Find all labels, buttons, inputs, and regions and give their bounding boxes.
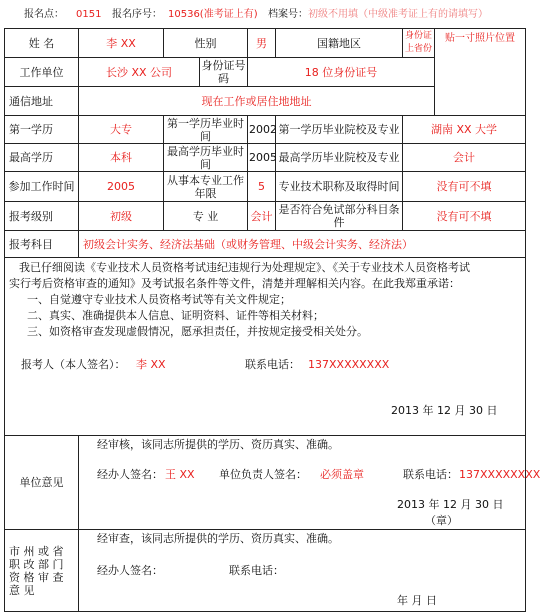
exemption-label: 是否符合免试部分科目条件 (276, 202, 403, 231)
first-education-label: 第一学历 (5, 116, 79, 144)
unit-leader-value: 必须盖章 (320, 468, 364, 481)
declaration-item-3: 三、如资格审查发现虚假情况，愿承担责任，并按规定接受相关处分。 (27, 325, 368, 338)
applicant-phone-value: 137XXXXXXXX (308, 358, 390, 371)
id-number-label: 身份证号码 (201, 59, 246, 85)
form-row-highest-education (5, 144, 526, 172)
gender-label: 性别 (164, 29, 248, 58)
work-years-value: 5 (248, 172, 276, 202)
first-education-school-label: 第一学历毕业院校及专业 (276, 116, 403, 144)
unit-opinion-date: 2013 年 12 月 30 日 (397, 498, 504, 511)
exemption-value: 没有可不填 (403, 202, 526, 231)
unit-opinion-section (5, 436, 526, 530)
dept-review-label-line-3: 资 格 审 查 (9, 570, 64, 584)
nationality-label: 国籍地区 (276, 29, 403, 58)
work-years-label: 从事本专业工作年限 (164, 172, 248, 202)
declaration-line-2: 实行考后资格审查的通知》及考试报名条件等文件，清楚并理解相关内容。在此我郑重承诺： (9, 277, 460, 290)
applicant-signature-value: 李 XX (136, 358, 166, 371)
dept-review-date: 年 月 日 (397, 594, 437, 607)
highest-education-value: 本科 (79, 144, 164, 172)
file-number-label: 档案号： (268, 9, 308, 20)
work-start-value: 2005 (79, 172, 164, 202)
highest-education-time-label: 最高学历毕业时间 (164, 144, 248, 172)
photo-placeholder: 贴一寸照片位置 (435, 29, 526, 116)
declaration-section (5, 258, 526, 436)
registration-point-value: 0151 (76, 9, 102, 20)
registration-form-table (4, 28, 540, 612)
work-unit-value: 长沙 XX 公司 (79, 58, 200, 87)
dept-review-label-line-2: 职 改 部 门 (9, 557, 64, 571)
form-row-subjects (5, 231, 526, 258)
dept-review-label-line-1: 市 州 或 省 (9, 544, 64, 558)
work-unit-label: 工作单位 (5, 58, 79, 87)
highest-education-school-value: 会计 (403, 144, 526, 172)
dept-phone-label: 联系电话： (229, 564, 284, 577)
form-row-exam-level (5, 202, 526, 231)
unit-opinion-text: 经审核，该同志所提供的学历、资历真实、准确。 (97, 438, 339, 451)
dept-review-label (5, 530, 79, 612)
id-number-value: 18 位身份证号 (248, 58, 435, 87)
work-start-label: 参加工作时间 (5, 172, 79, 202)
highest-education-label: 最高学历 (5, 144, 79, 172)
unit-phone-label: 联系电话： (403, 468, 458, 481)
applicant-phone-label: 联系电话： (245, 358, 300, 371)
first-education-time-label: 第一学历毕业时间 (164, 116, 248, 144)
unit-seal-mark: （章） (425, 514, 458, 527)
applicant-signature-label: 报考人（本人签名）： (21, 358, 126, 371)
highest-education-time-value: 2005 (248, 144, 276, 172)
registration-point-label: 报名点： (24, 9, 64, 20)
address-value: 现在工作或居住地地址 (79, 87, 435, 116)
unit-handler-label: 经办人签名： (97, 468, 163, 481)
form-row-work-time (5, 172, 526, 202)
unit-handler-value: 王 XX (165, 468, 195, 481)
gender-value: 男 (248, 29, 276, 58)
dept-review-section (5, 530, 526, 612)
first-education-value: 大专 (79, 116, 164, 144)
subjects-value: 初级会计实务、经济法基础（或财务管理、中级会计实务、经济法） (79, 231, 526, 258)
unit-opinion-label: 单位意见 (5, 436, 79, 530)
highest-education-school-label: 最高学历毕业院校及专业 (276, 144, 403, 172)
declaration-item-1: 一、自觉遵守专业技术人员资格考试等有关文件规定； (27, 293, 291, 306)
nationality-value: 身份证上省份 (403, 29, 435, 58)
dept-review-text: 经审查，该同志所提供的学历、资历真实、准确。 (97, 532, 339, 545)
unit-leader-label: 单位负责人签名： (219, 468, 307, 481)
professional-title-value: 没有可不填 (403, 172, 526, 202)
professional-title-label: 专业技术职称及取得时间 (276, 172, 403, 202)
major-label: 专 业 (164, 202, 248, 231)
exam-level-value: 初级 (79, 202, 164, 231)
exam-level-label: 报考级别 (5, 202, 79, 231)
registration-number-label: 报名序号： (112, 9, 162, 20)
name-value: 李 XX (79, 29, 164, 58)
form-row-name (5, 29, 526, 58)
unit-phone-value: 137XXXXXXXX (459, 468, 540, 481)
first-education-time-value: 2002 (248, 116, 276, 144)
first-education-school-value: 湖南 XX 大学 (403, 116, 526, 144)
subjects-label: 报考科目 (5, 231, 79, 258)
form-header (0, 0, 528, 28)
dept-review-label-line-4: 意 见 (9, 583, 35, 597)
address-label: 通信地址 (5, 87, 79, 116)
name-label: 姓 名 (5, 29, 79, 58)
declaration-item-2: 二、真实、准确提供本人信息、证明资料、证件等相关材料； (27, 309, 324, 322)
registration-number-value: 10536(准考证上有) (168, 9, 258, 20)
form-row-first-education (5, 116, 526, 144)
dept-handler-label: 经办人签名： (97, 564, 163, 577)
file-number-value: 初级不用填（中级准考证上有的请填写） (308, 9, 488, 20)
declaration-line-1: 我已仔细阅读《专业技术人员资格考试违纪违规行为处理规定》、《关于专业技术人员资格考试 (19, 261, 470, 274)
major-value: 会计 (248, 202, 276, 231)
declaration-date: 2013 年 12 月 30 日 (391, 404, 498, 417)
